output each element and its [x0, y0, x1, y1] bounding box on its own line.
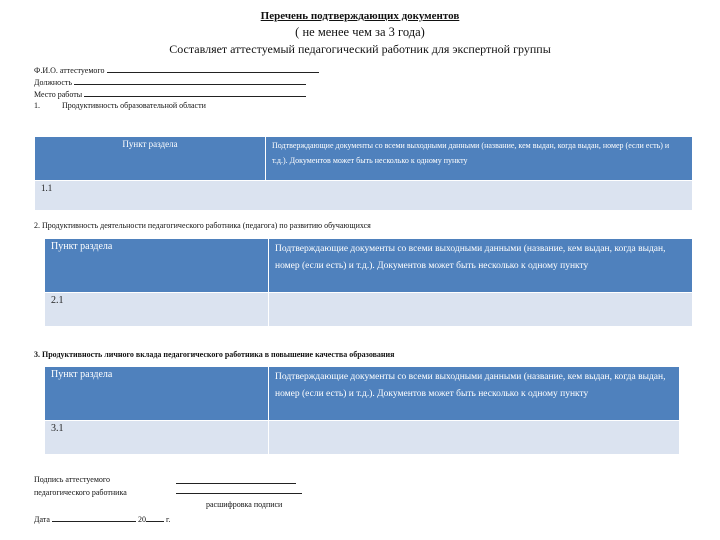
table-2-row-label: 2.1: [45, 293, 269, 327]
date-field: [34, 513, 170, 524]
table-2-col1-header: Пункт раздела: [45, 239, 269, 293]
position-line: [74, 76, 306, 85]
year-suffix: г.: [165, 515, 171, 524]
fio-field: [34, 64, 319, 75]
documents-table-2: [44, 238, 693, 327]
workplace-line: [84, 88, 306, 97]
section-3-heading: 3. Продуктивность личного вклада педагогического работника в повышение качества образования: [34, 350, 395, 359]
signature-decode-line: [176, 493, 302, 494]
section-2-heading: 2. Продуктивность деятельности педагогического работника (педагога) по развитию обучающихся: [34, 221, 371, 230]
documents-table-1: [34, 136, 693, 211]
document-title: Перечень подтверждающих документов: [260, 10, 460, 22]
signature-label-1: Подпись аттестуемого: [34, 475, 110, 484]
document-note: Составляет аттестуемый педагогический работник для экспертной группы: [169, 42, 551, 56]
table-3-row-label: 3.1: [45, 421, 269, 455]
table-3-col2-header: Подтверждающие документы со всеми выходными данными (название, кем выдан, когда выдан, номер (если есть) и т.д.). Документов может быть несколько к одному пункту: [269, 367, 680, 421]
position-label: Должность: [34, 78, 73, 87]
signature-label-2: педагогического работника: [34, 488, 127, 497]
section-1-number: 1.: [34, 101, 40, 110]
table-1-row-label: 1.1: [35, 181, 266, 211]
table-1-col2-header: Подтверждающие документы со всеми выходными данными (название, кем выдан, когда выдан, номер (если есть) и т.д.). Документов может быть несколько к одному пункту: [266, 137, 693, 181]
signature-decode-label: расшифровка подписи: [206, 500, 283, 509]
table-3-row-value: [269, 421, 680, 455]
table-1-row-value: [266, 181, 693, 211]
table-2-row-value: [269, 293, 693, 327]
table-3-col1-header: Пункт раздела: [45, 367, 269, 421]
section-1-heading: [34, 101, 206, 110]
position-field: [34, 76, 306, 87]
table-1-col1-header: Пункт раздела: [35, 137, 266, 181]
year-line: [146, 513, 164, 522]
date-line: [52, 513, 136, 522]
workplace-label: Место работы: [34, 90, 83, 99]
documents-table-3: [44, 366, 680, 455]
section-1-text: Продуктивность образовательной области: [62, 101, 206, 110]
workplace-field: [34, 88, 306, 99]
table-2-col2-header: Подтверждающие документы со всеми выходными данными (название, кем выдан, когда выдан, номер (если есть) и т.д.). Документов может быть несколько к одному пункту: [269, 239, 693, 293]
fio-label: Ф.И.О. аттестуемого: [34, 66, 105, 75]
fio-line: [107, 64, 319, 73]
date-label: Дата: [34, 515, 50, 524]
signature-line: [176, 483, 296, 484]
year-prefix: 20: [137, 515, 146, 524]
document-subtitle: ( не менее чем за 3 года): [295, 25, 425, 39]
